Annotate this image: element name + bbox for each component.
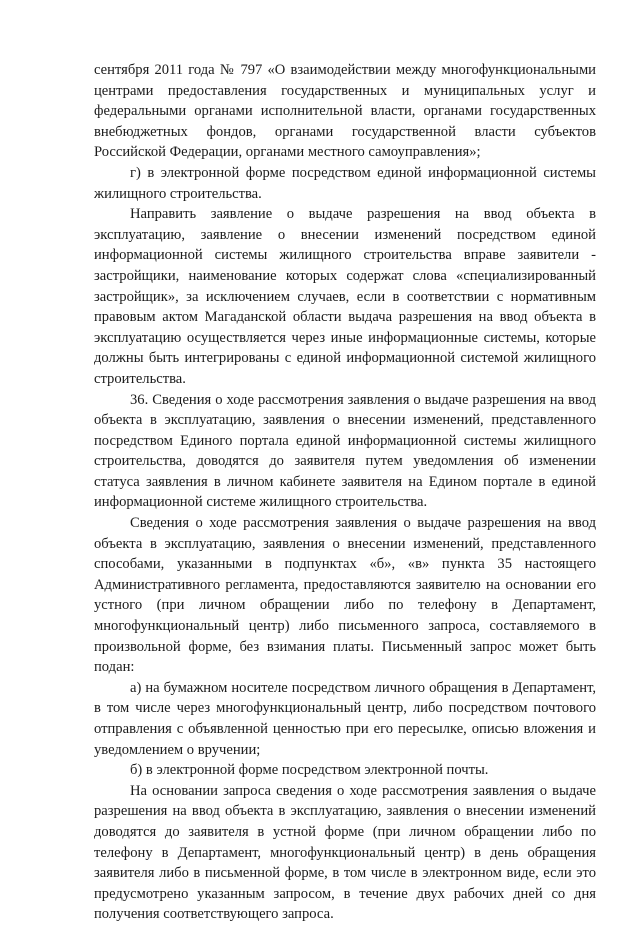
paragraph-status-info: Сведения о ходе рассмотрения заявления о выдаче разрешения на ввод объекта в эксплуатацию, заявления о внесении изменений, представленного способами, указанными в подпунктах «б», «в» пункта 35 настоящего Административного регламента, предоставляются заявителю на основании его устного (при личном обращении либо по телефону в Департамент, многофункциональный центр) либо письменного запроса, составляемого в произвольной форме, без взимания платы. Письменный запрос может быть подан: [94,515,596,676]
paragraph-section-36: 36. Сведения о ходе рассмотрения заявления о выдаче разрешения на ввод объекта в эксплуатацию, заявления о внесении изменений, представленного посредством Единого портала единой информационной системы жилищного строительства, доводятся до заявителя путем уведомления об изменении статуса заявления в личном кабинете заявителя на Едином портале в единой информационной системе жилищного строительства. [94,391,596,511]
paragraph-applicants: Направить заявление о выдаче разрешения на ввод объекта в эксплуатацию, заявление о внесении изменений посредством единой информационной системы жилищного строительства вправе заявители - застройщики, наименование которых содержат слова «специализированный застройщик», за исключением случаев, если в соответствии с нормативным правовым актом Магаданской области выдача разрешения на ввод объекта в эксплуатацию осуществляется через иные информационные системы, которые должны быть интегрированы с единой информационной системой жилищного строительства. [94,206,596,387]
paragraph-item-g: г) в электронной форме посредством единой информационной системы жилищного строительства. [94,164,596,202]
paragraph-continuation: сентября 2011 года № 797 «О взаимодействии между многофункциональными центрами предоставления государственных и муниципальных услуг и федеральными органами исполнительной власти, органами государственных внебюджетных фондов, органами государственной власти субъектов Российской Федерации, органами местного самоуправления»; [94,62,596,161]
document-page [94,60,596,925]
paragraph-item-a: а) на бумажном носителе посредством личного обращения в Департамент, в том числе через многофункциональный центр, либо посредством почтового отправления с объявленной ценностью при его пересылке, описью вложения и уведомлением о вручении; [94,679,596,758]
paragraph-item-b: б) в электронной форме посредством электронной почты. [130,762,489,779]
paragraph-response: На основании запроса сведения о ходе рассмотрения заявления о выдаче разрешения на ввод объекта в эксплуатацию, заявления о внесении изменений доводятся до заявителя в устной форме (при личном обращении либо по телефону в Департамент, многофункциональный центр) в день обращения заявителя либо в письменной форме, в том числе в электронном виде, если это предусмотрено указанным запросом, в течение двух рабочих дней со дня получения соответствующего запроса. [94,782,596,923]
